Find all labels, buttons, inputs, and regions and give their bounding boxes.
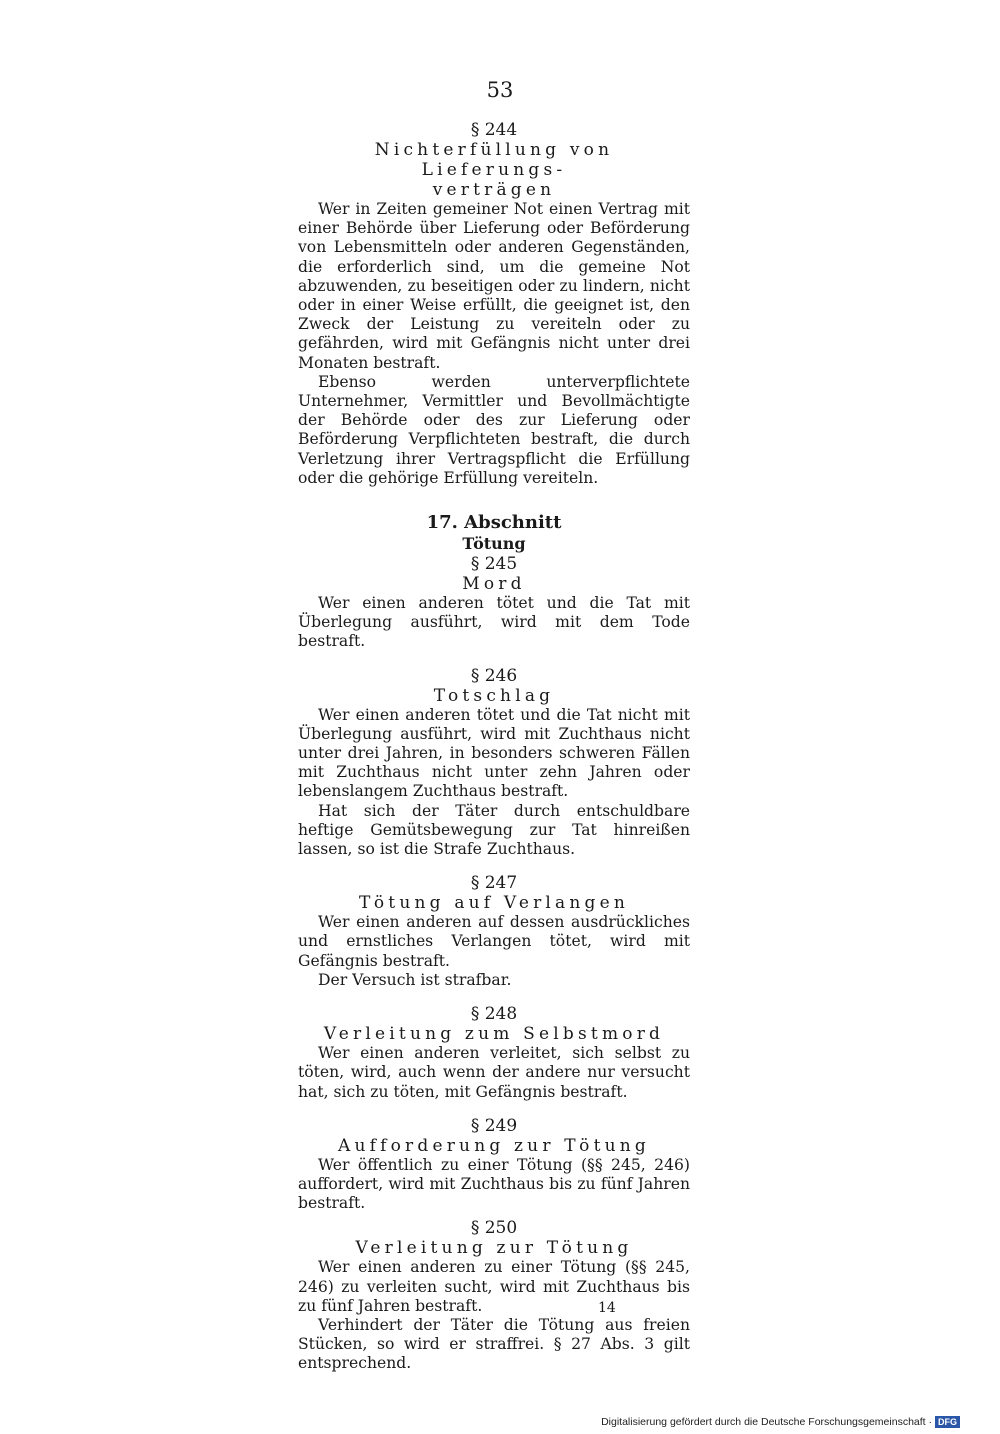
section-number: § 246 [470, 665, 518, 686]
section-number: § 248 [470, 1004, 518, 1025]
page-number: 53 [486, 78, 514, 102]
section-title: Tötung auf Verlangen [358, 893, 630, 914]
paragraph: Wer einen anderen tötet und die Tat nicht mit Überlegung ausführt, wird mit Zuchthaus nicht unter drei Jahren, in besonders schweren Fällen mit Zuchthaus nicht unter zehn Jahren oder lebenslangem Zuchthaus bestraft. [298, 705, 690, 801]
paragraph: Ebenso werden unterverpflichtete Unternehmer, Vermittler und Bevollmächtigte der Behörde oder des zur Lieferung oder Beförderung Verpflichteten bestraft, die durch Verletzung ihrer Vertragspflicht die Erfüllung oder die gehörige Erfüllung vereiteln. [298, 372, 690, 487]
paragraph: Wer einen anderen tötet und die Tat mit Überlegung ausführt, wird mit dem Tode bestraft. [298, 594, 690, 651]
paragraph: Wer einen anderen zu einer Tötung (§§ 245, 246) zu verleiten sucht, wird mit Zuchthaus bis zu fünf Jahren bestraft. [298, 1258, 690, 1315]
paragraph: Der Versuch ist strafbar. [318, 970, 512, 989]
credit-text: Digitalisierung gefördert durch die Deutsche Forschungsgemeinschaft · [601, 1416, 932, 1428]
paragraph: Verhindert der Täter die Tötung aus freien Stücken, so wird er straffrei. § 27 Abs. 3 gilt entsprechend. [298, 1315, 690, 1373]
paragraph: Wer in Zeiten gemeiner Not einen Vertrag mit einer Behörde über Lieferung oder Beförderung von Lebensmitteln oder anderen Gegenständen, die erforderlich sind, um die gemeine Not abzuwenden, zu beseitigen oder zu lindern, nicht oder in einer Weise erfüllt, die geeignet ist, den Zweck der Leistung zu vereiteln oder zu gefährden, wird mit Gefängnis nicht unter drei Monaten bestraft. [298, 200, 690, 372]
dfg-logo-icon: DFG [935, 1416, 960, 1428]
paragraph: Hat sich der Täter durch entschuldbare heftige Gemütsbewegung zur Tat hinreißen lassen, so ist die Strafe Zuchthaus. [298, 801, 690, 859]
section-title: Nichterfüllung von Lieferungs- verträgen [374, 140, 614, 200]
section-number: § 245 [470, 554, 518, 575]
section-title: Totschlag [433, 685, 555, 706]
section-title: Mord [462, 574, 526, 595]
section-title: Verleitung zum Selbstmord [323, 1024, 665, 1045]
chapter-title: 17. Abschnitt [426, 512, 562, 534]
digitization-credit [601, 1416, 960, 1428]
section-title: Aufforderung zur Tötung [338, 1135, 650, 1156]
paragraph: Wer einen anderen verleitet, sich selbst zu töten, wird, auch wenn der andere nur versucht hat, sich zu töten, mit Gefängnis bestraft. [298, 1044, 690, 1101]
section-number: § 247 [470, 873, 518, 894]
chapter-subtitle: Tötung [462, 534, 526, 554]
text-column [298, 120, 690, 1374]
sheet-signature: 14 [598, 1300, 616, 1316]
section-number: § 244 [470, 120, 518, 140]
section-title: Verleitung zur Tötung [355, 1238, 633, 1259]
paragraph: Wer öffentlich zu einer Tötung (§§ 245, 246) auffordert, wird mit Zuchthaus bis zu fünf Jahren bestraft. [298, 1155, 690, 1213]
section-number: § 250 [470, 1218, 518, 1239]
paragraph: Wer einen anderen auf dessen ausdrückliches und ernstliches Verlangen tötet, wird mit Gefängnis bestraft. [298, 913, 690, 970]
section-number: § 249 [470, 1115, 518, 1136]
